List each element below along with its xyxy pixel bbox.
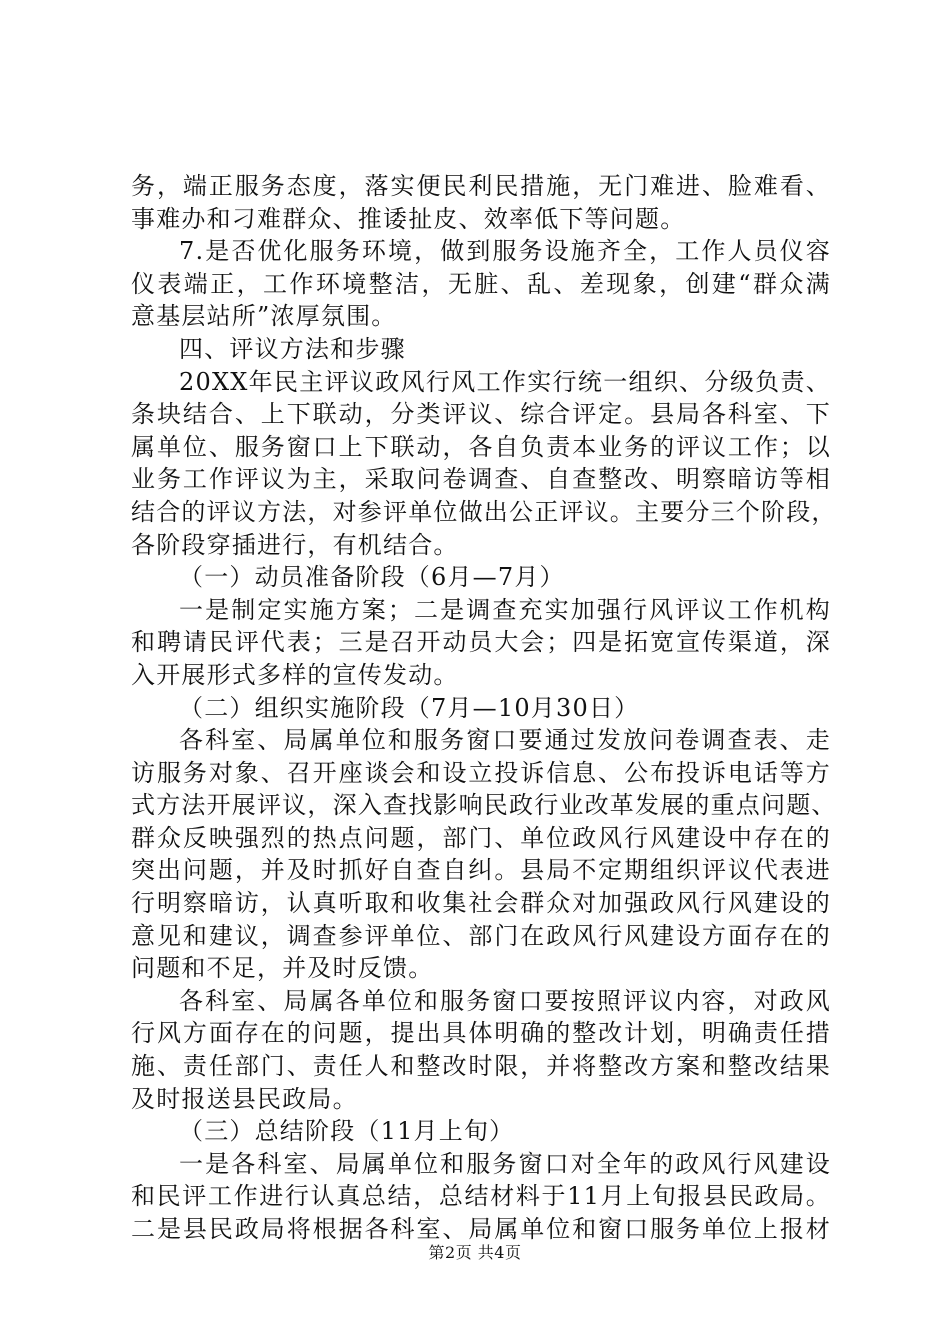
text-line: 访服务对象、召开座谈会和设立投诉信息、公布投诉电话等方 bbox=[131, 758, 831, 787]
text-line: 一是制定实施方案；二是调查充实加强行风评议工作机构 bbox=[179, 595, 831, 624]
text-line: 问题和不足，并及时反馈。 bbox=[131, 954, 434, 983]
text-line: 入开展形式多样的宣传发动。 bbox=[131, 660, 459, 689]
text-line: 式方法开展评议，深入查找影响民政行业改革发展的重点问题、 bbox=[131, 791, 837, 820]
text-line: 结合的评议方法，对参评单位做出公正评议。主要分三个阶段， bbox=[131, 497, 837, 526]
text-line: 各科室、局属单位和服务窗口要通过发放问卷调查表、走 bbox=[179, 726, 831, 755]
text-line: 事难办和刁难群众、推诿扯皮、效率低下等问题。 bbox=[131, 204, 686, 233]
text-line: 条块结合、上下联动，分类评议、综合评定。县局各科室、下 bbox=[131, 400, 831, 429]
text-line: 务，端正服务态度，落实便民利民措施，无门难进、脸难看、 bbox=[131, 172, 831, 200]
text-line: 群众反映强烈的热点问题，部门、单位政风行风建设中存在的 bbox=[131, 823, 831, 852]
text-line: 一是各科室、局属单位和服务窗口对全年的政风行风建设 bbox=[179, 1149, 831, 1178]
subsection-heading: （一）动员准备阶段（6月—7月） bbox=[179, 563, 565, 592]
text-line: 仪表端正，工作环境整洁，无脏、乱、差现象，创建“群众满 bbox=[131, 269, 831, 298]
text-line: 7.是否优化服务环境，做到服务设施齐全，工作人员仪容 bbox=[179, 237, 831, 266]
document-body bbox=[131, 170, 837, 1246]
text-line: 和聘请民评代表；三是召开动员大会；四是拓宽宣传渠道，深 bbox=[131, 628, 831, 657]
section-heading: 四、评议方法和步骤 bbox=[179, 334, 406, 363]
text-line: 施、责任部门、责任人和整改时限，并将整改方案和整改结果 bbox=[131, 1052, 831, 1081]
subsection-heading: （三）总结阶段（11月上旬） bbox=[179, 1117, 515, 1146]
text-line: 和民评工作进行认真总结，总结材料于11月上旬报县民政局。 bbox=[131, 1182, 831, 1211]
text-line: 行明察暗访，认真听取和收集社会群众对加强政风行风建设的 bbox=[131, 889, 831, 918]
text-line: 各阶段穿插进行，有机结合。 bbox=[131, 530, 459, 559]
page-number-footer: 第2页 共4页 bbox=[428, 1243, 522, 1262]
text-line: 意见和建议，调查参评单位、部门在政风行风建设方面存在的 bbox=[131, 921, 831, 950]
subsection-heading: （二）组织实施阶段（7月—10月30日） bbox=[179, 693, 640, 722]
text-line: 行风方面存在的问题，提出具体明确的整改计划，明确责任措 bbox=[131, 1019, 831, 1048]
text-line: 及时报送县民政局。 bbox=[131, 1084, 358, 1113]
text-line: 属单位、服务窗口上下联动，各自负责本业务的评议工作；以 bbox=[131, 432, 831, 461]
text-line: 20XX年民主评议政风行风工作实行统一组织、分级负责、 bbox=[179, 367, 831, 396]
text-line: 突出问题，并及时抓好自查自纠。县局不定期组织评议代表进 bbox=[131, 856, 831, 885]
text-line: 意基层站所”浓厚氛围。 bbox=[131, 302, 397, 331]
text-line: 业务工作评议为主，采取问卷调查、自查整改、明察暗访等相 bbox=[131, 465, 831, 494]
text-line: 各科室、局属各单位和服务窗口要按照评议内容，对政风 bbox=[179, 986, 831, 1015]
text-line: 二是县民政局将根据各科室、局属单位和窗口服务单位上报材 bbox=[131, 1215, 831, 1243]
